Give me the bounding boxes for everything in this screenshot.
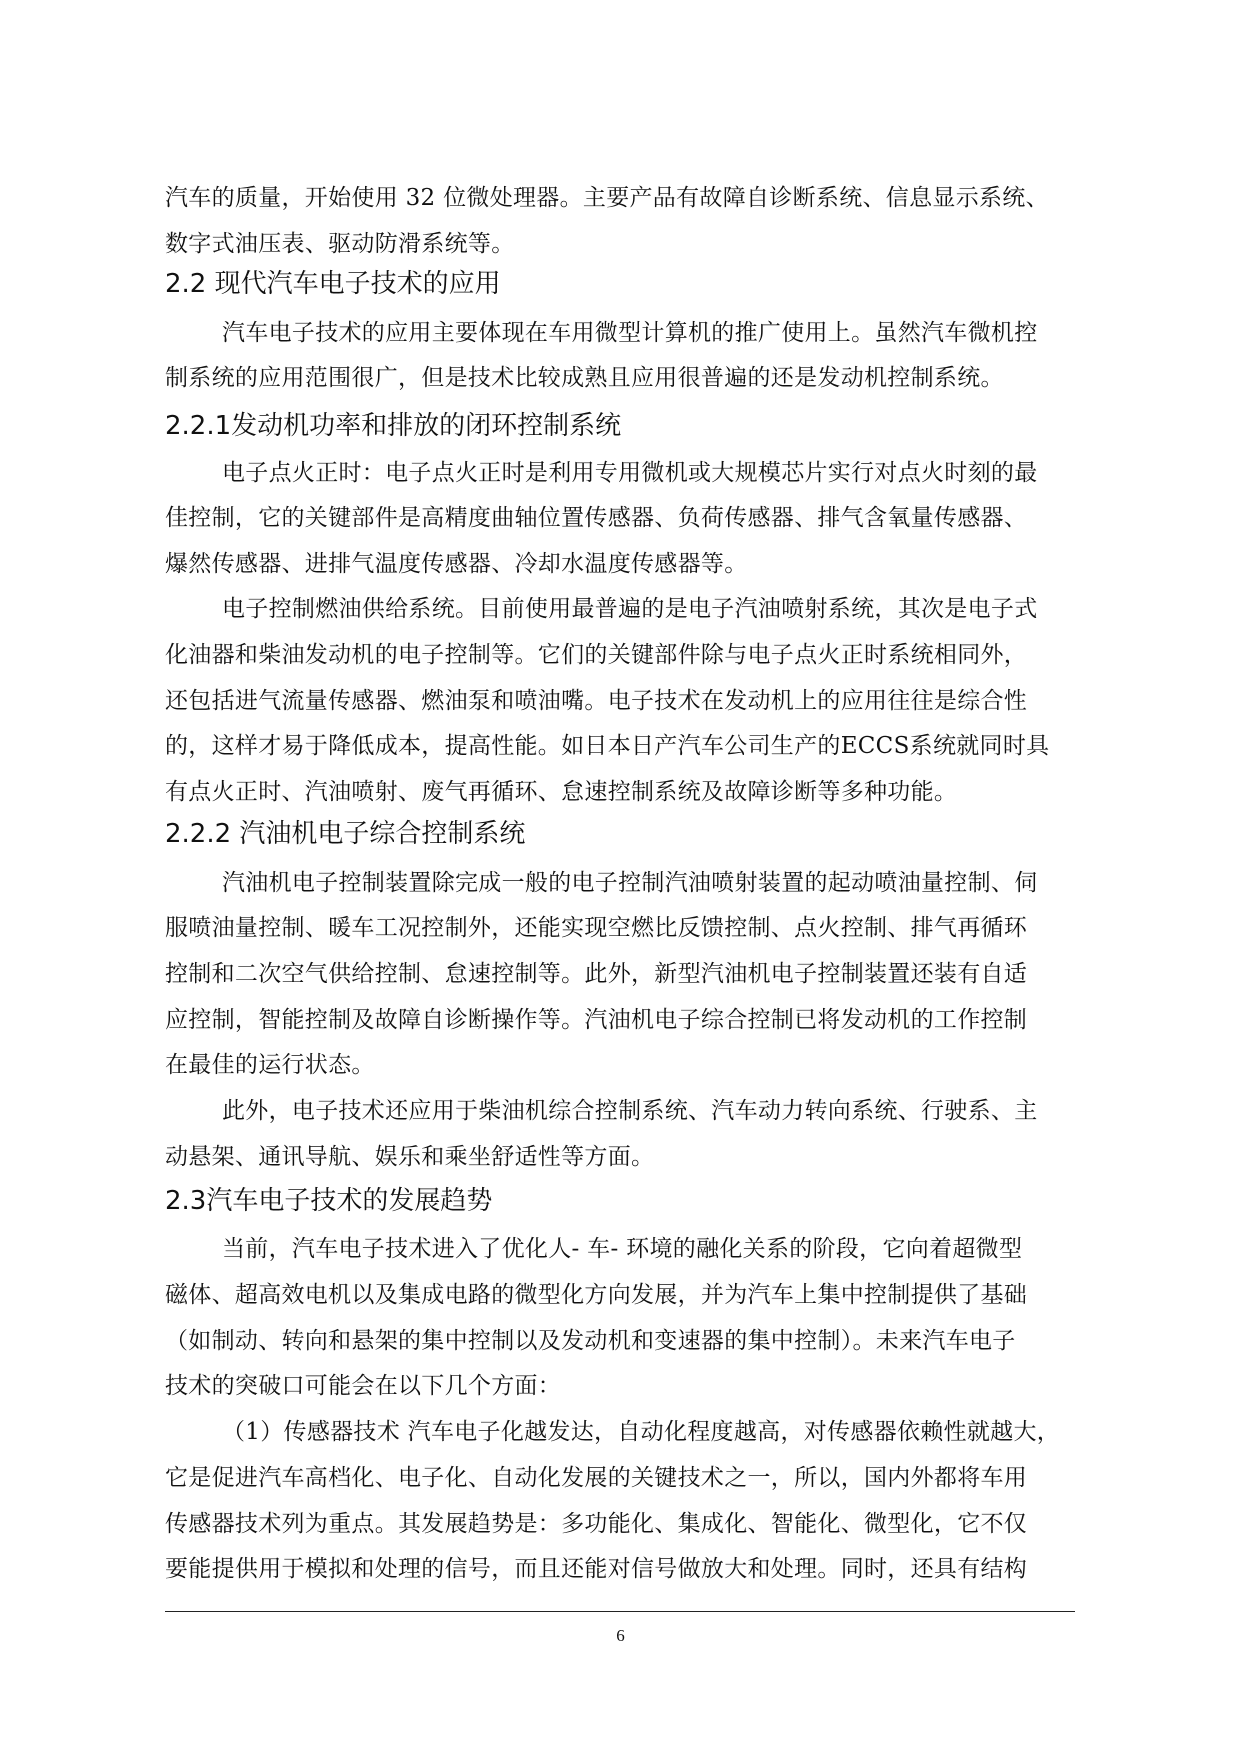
paragraph-line: （1）传感器技术 汽车电子化越发达，自动化程度越高，对传感器依赖性就越大， — [222, 1419, 1061, 1445]
paragraph-line: 服喷油量控制、暖车工况控制外，还能实现空燃比反馈控制、点火控制、排气再循环 — [165, 915, 1028, 941]
page-number: 6 — [616, 1626, 625, 1645]
section-heading: 2.2.2 汽油机电子综合控制系统 — [165, 819, 526, 849]
paragraph-line: 它是促进汽车高档化、电子化、自动化发展的关键技术之一，所以，国内外都将车用 — [165, 1465, 1028, 1491]
paragraph-line: 电子点火正时：电子点火正时是利用专用微机或大规模芯片实行对点火时刻的最 — [222, 460, 1038, 486]
paragraph-line: 有点火正时、汽油喷射、废气再循环、怠速控制系统及故障诊断等多种功能。 — [165, 779, 958, 805]
section-heading: 2.2 现代汽车电子技术的应用 — [165, 269, 501, 299]
paragraph-line: 佳控制，它的关键部件是高精度曲轴位置传感器、负荷传感器、排气含氧量传感器、 — [165, 505, 1028, 531]
paragraph-line: 电子控制燃油供给系统。目前使用最普遍的是电子汽油喷射系统，其次是电子式 — [222, 596, 1038, 622]
paragraph-line: 汽车电子技术的应用主要体现在车用微型计算机的推广使用上。虽然汽车微机控 — [222, 320, 1038, 346]
paragraph-line: 要能提供用于模拟和处理的信号，而且还能对信号做放大和处理。同时，还具有结构 — [165, 1556, 1028, 1582]
paragraph-line: 化油器和柴油发动机的电子控制等。它们的关键部件除与电子点火正时系统相同外， — [165, 642, 1028, 668]
paragraph-line: 汽车的质量，开始使用 32 位微处理器。主要产品有故障自诊断系统、信息显示系统、 — [165, 185, 1049, 211]
section-heading: 2.2.1发动机功率和排放的闭环控制系统 — [165, 411, 622, 441]
paragraph-line: 动悬架、通讯导航、娱乐和乘坐舒适性等方面。 — [165, 1144, 655, 1170]
paragraph-line: 在最佳的运行状态。 — [165, 1052, 375, 1078]
paragraph-line: 应控制，智能控制及故障自诊断操作等。汽油机电子综合控制已将发动机的工作控制 — [165, 1007, 1028, 1033]
footer-divider — [165, 1611, 1075, 1612]
paragraph-line: 此外，电子技术还应用于柴油机综合控制系统、汽车动力转向系统、行驶系、主 — [222, 1098, 1038, 1124]
paragraph-line: 制系统的应用范围很广，但是技术比较成熟且应用很普遍的还是发动机控制系统。 — [165, 365, 1004, 391]
paragraph-line: 磁体、超高效电机以及集成电路的微型化方向发展，并为汽车上集中控制提供了基础 — [165, 1282, 1028, 1308]
paragraph-line: 汽油机电子控制装置除完成一般的电子控制汽油喷射装置的起动喷油量控制、伺 — [222, 870, 1038, 896]
section-heading: 2.3汽车电子技术的发展趋势 — [165, 1186, 493, 1216]
paragraph-line: 技术的突破口可能会在以下几个方面： — [165, 1373, 562, 1399]
paragraph-line: 当前，汽车电子技术进入了优化人- 车- 环境的融化关系的阶段，它向着超微型 — [222, 1236, 1023, 1262]
paragraph-line: 传感器技术列为重点。其发展趋势是：多功能化、集成化、智能化、微型化，它不仅 — [165, 1511, 1028, 1537]
paragraph-line: 爆然传感器、进排气温度传感器、冷却水温度传感器等。 — [165, 551, 748, 577]
paragraph-line: 数字式油压表、驱动防滑系统等。 — [165, 231, 515, 257]
paragraph-line: 控制和二次空气供给控制、怠速控制等。此外，新型汽油机电子控制装置还装有自适 — [165, 961, 1028, 987]
paragraph-line: 还包括进气流量传感器、燃油泵和喷油嘴。电子技术在发动机上的应用往往是综合性 — [165, 688, 1028, 714]
paragraph-line: 的，这样才易于降低成本，提高性能。如日本日产汽车公司生产的ECCS系统就同时具 — [165, 733, 1050, 759]
paragraph-line: （如制动、转向和悬架的集中控制以及发动机和变速器的集中控制）。未来汽车电子 — [165, 1328, 1016, 1354]
